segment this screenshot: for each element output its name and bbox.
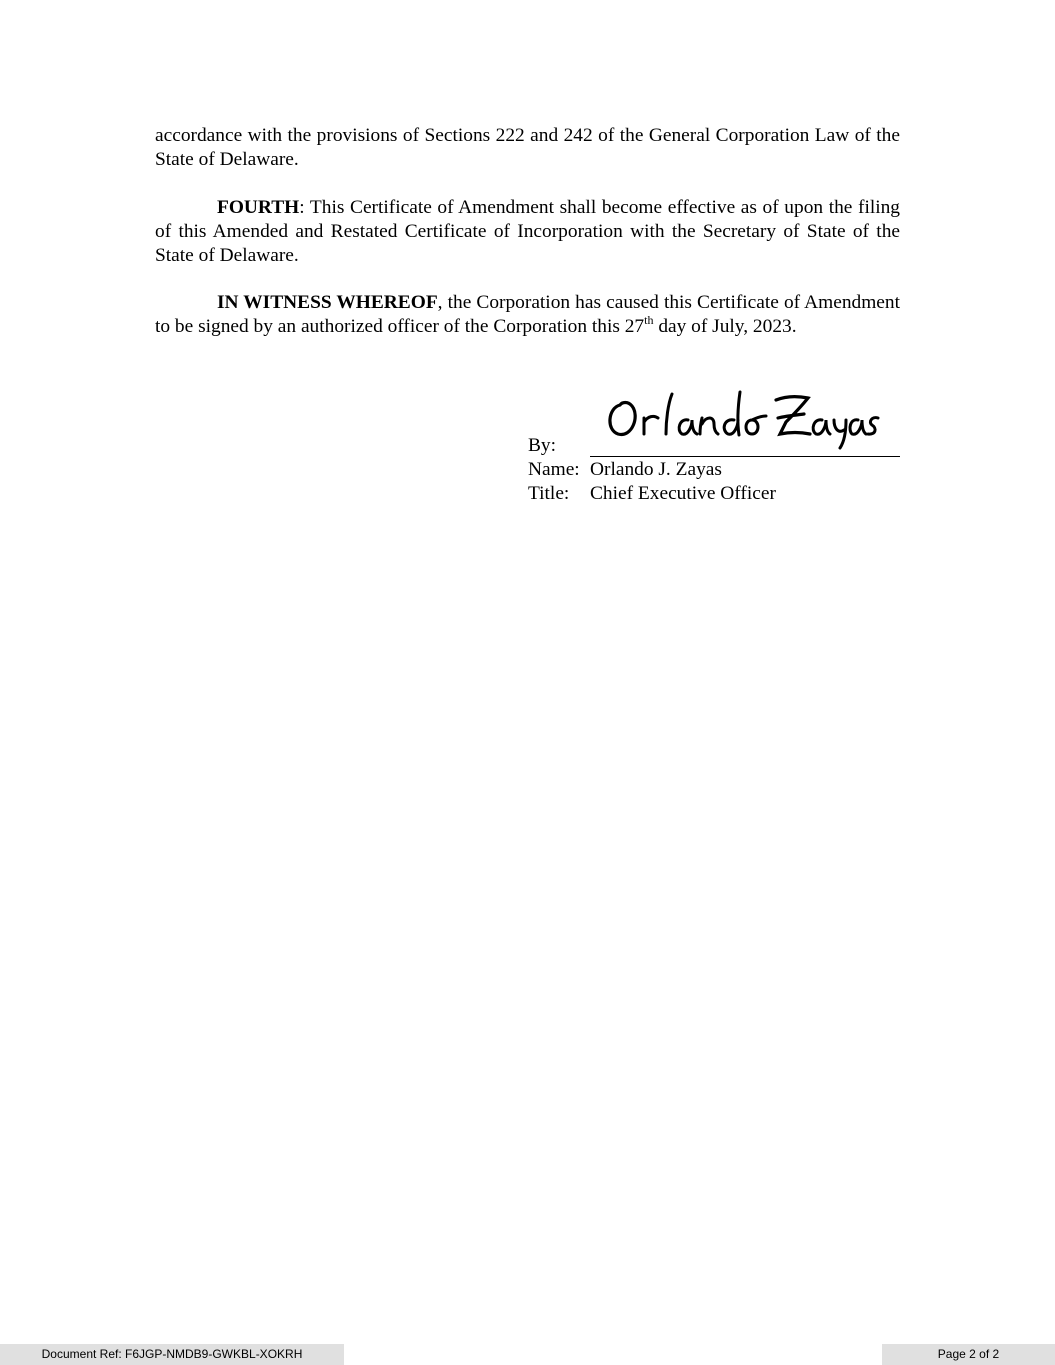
title-value: Chief Executive Officer xyxy=(590,483,776,504)
name-label: Name: xyxy=(528,459,580,480)
signature-block xyxy=(528,380,900,510)
signature-line xyxy=(590,456,900,457)
day-ordinal-suffix: th xyxy=(644,313,654,327)
by-label: By: xyxy=(528,435,557,456)
fourth-heading: FOURTH xyxy=(217,197,300,218)
page-indicator: Page 2 of 2 xyxy=(882,1344,1055,1365)
witness-heading: IN WITNESS WHEREOF xyxy=(217,292,438,313)
paragraph-witness xyxy=(155,291,900,339)
paragraph-fourth xyxy=(155,196,900,268)
title-label: Title: xyxy=(528,483,570,504)
witness-text-start: , the Corporation has caused this Certificate of Amendment to be signed by an authorized officer of the Corporation this 27 xyxy=(155,292,900,337)
fourth-text: : This Certificate of Amendment shall become effective as of upon the filing of this Amended and Restated Certificate of Incorporation with the Secretary of State of the State of Delaware. xyxy=(155,197,900,266)
name-value: Orlando J. Zayas xyxy=(590,459,722,480)
handwritten-signature xyxy=(600,380,880,450)
witness-text-end: day of July, 2023. xyxy=(653,316,797,337)
paragraph-continuation: accordance with the provisions of Sections 222 and 242 of the General Corporation Law of the State of Delaware. xyxy=(155,125,900,170)
document-reference: Document Ref: F6JGP-NMDB9-GWKBL-XOKRH xyxy=(0,1344,344,1365)
